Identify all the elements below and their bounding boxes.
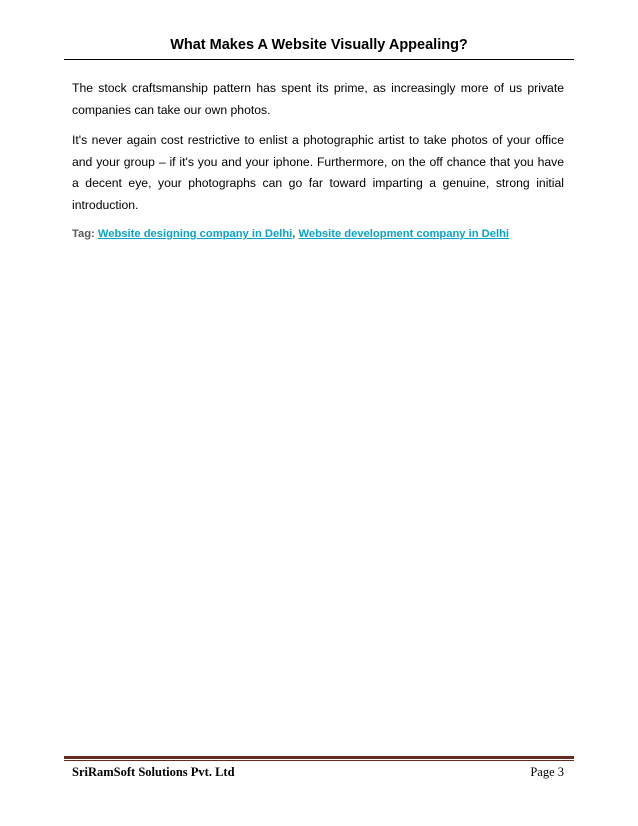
tag-link-website-designing[interactable]: Website designing company in Delhi — [97, 228, 293, 240]
paragraph: It's never again cost restrictive to enlist a photographic artist to take photos of your office and your group – if it's you and your iphone. Furthermore, on the off chance that you have a decent eye, your photographs can go far toward imparting a genuine, strong initial introduction. — [72, 133, 564, 212]
tag-separator: , — [292, 228, 296, 240]
paragraph: The stock craftsmanship pattern has spent its prime, as increasingly more of us private companies can take our own photos. — [72, 81, 564, 117]
tag-line — [72, 225, 564, 243]
footer-company-name: SriRamSoft Solutions Pvt. Ltd — [72, 765, 235, 779]
footer-divider-thick — [64, 756, 574, 759]
article-body — [72, 78, 564, 243]
tag-link-website-development[interactable]: Website development company in Delhi — [298, 228, 510, 240]
tag-label: Tag: — [72, 228, 95, 240]
page-title: What Makes A Website Visually Appealing? — [170, 37, 468, 53]
header-divider — [64, 59, 574, 60]
footer-page-number: Page 3 — [530, 765, 564, 779]
footer-divider-thin — [64, 760, 574, 761]
